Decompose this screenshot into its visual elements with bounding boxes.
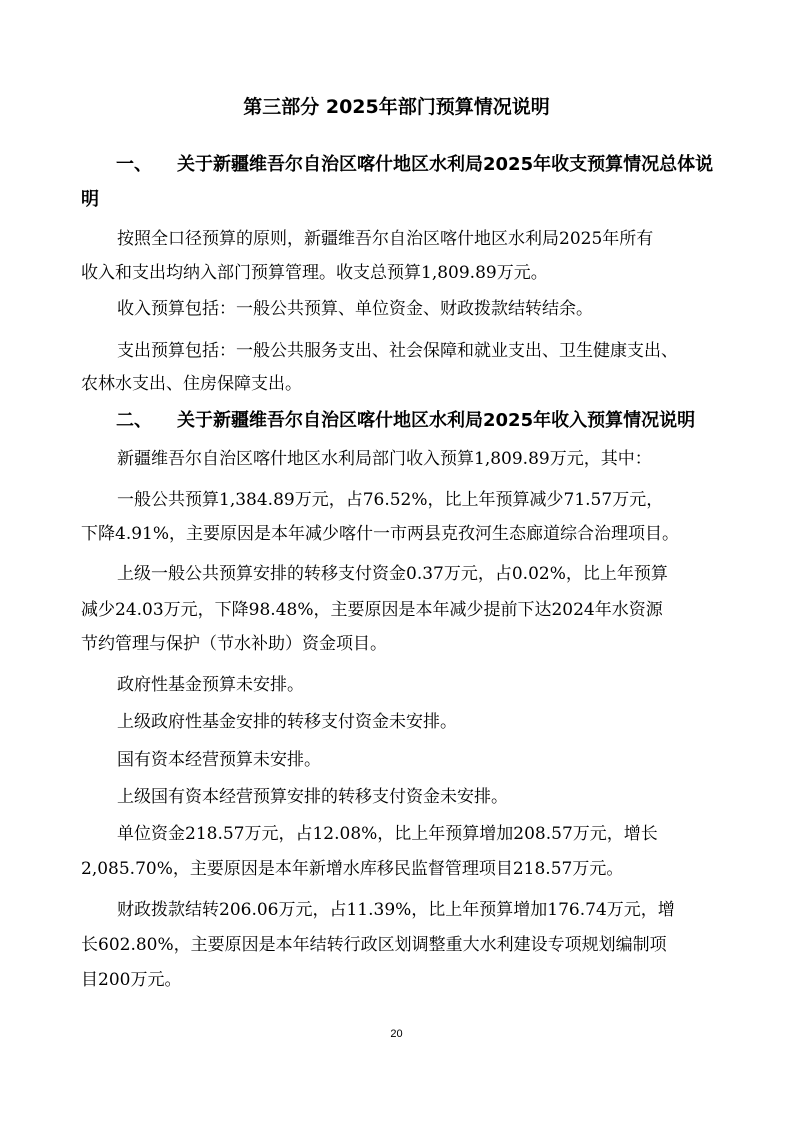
page-number: 20 <box>390 1028 403 1040</box>
paragraph: 上级一般公共预算安排的转移支付资金0.37万元，占0.02%，比上年预算 <box>117 564 668 584</box>
paragraph: 2,085.70%，主要原因是本年新增水库移民监督管理项目218.57万元。 <box>81 859 624 879</box>
page-title: 第三部分 2025年部门预算情况说明 <box>243 96 550 118</box>
paragraph: 支出预算包括：一般公共服务支出、社会保障和就业支出、卫生健康支出、 <box>117 341 678 361</box>
paragraph: 按照全口径预算的原则，新疆维吾尔自治区喀什地区水利局2025年所有 <box>117 229 654 249</box>
paragraph: 上级政府性基金安排的转移支付资金未安排。 <box>117 712 457 732</box>
paragraph: 下降4.91%，主要原因是本年减少喀什一市两县克孜河生态廊道综合治理项目。 <box>81 524 680 544</box>
section-2-heading <box>81 409 695 433</box>
paragraph: 国有资本经营预算未安排。 <box>117 750 321 770</box>
paragraph: 上级国有资本经营预算安排的转移支付资金未安排。 <box>117 787 508 807</box>
section-2-heading-text: 关于新疆维吾尔自治区喀什地区水利局2025年收入预算情况说明 <box>177 410 696 431</box>
section-1-heading <box>81 153 713 177</box>
paragraph: 收入和支出均纳入部门预算管理。收支总预算1,809.89万元。 <box>81 263 548 283</box>
section-1-heading-continued: 明 <box>81 189 99 210</box>
paragraph: 政府性基金预算未安排。 <box>117 675 304 695</box>
section-2-number: 二、 <box>116 410 152 431</box>
section-1-heading-text: 关于新疆维吾尔自治区喀什地区水利局2025年收支预算情况总体说 <box>177 154 714 175</box>
paragraph: 财政拨款结转206.06万元，占11.39%，比上年预算增加176.74万元，增 <box>117 900 675 920</box>
paragraph: 单位资金218.57万元，占12.08%，比上年预算增加208.57万元，增长 <box>117 824 658 844</box>
paragraph: 一般公共预算1,384.89万元，占76.52%，比上年预算减少71.57万元， <box>117 490 664 510</box>
paragraph: 目200万元。 <box>81 970 182 990</box>
section-1-number: 一、 <box>116 154 152 175</box>
paragraph: 减少24.03万元，下降98.48%，主要原因是本年减少提前下达2024年水资源 <box>81 600 663 620</box>
paragraph: 收入预算包括：一般公共预算、单位资金、财政拨款结转结余。 <box>117 299 593 319</box>
paragraph: 新疆维吾尔自治区喀什地区水利局部门收入预算1,809.89万元，其中： <box>117 449 652 469</box>
paragraph: 农林水支出、住房保障支出。 <box>81 374 302 394</box>
paragraph: 节约管理与保护（节水补助）资金项目。 <box>81 634 387 654</box>
paragraph: 长602.80%，主要原因是本年结转行政区划调整重大水利建设专项规划编制项 <box>81 935 667 955</box>
